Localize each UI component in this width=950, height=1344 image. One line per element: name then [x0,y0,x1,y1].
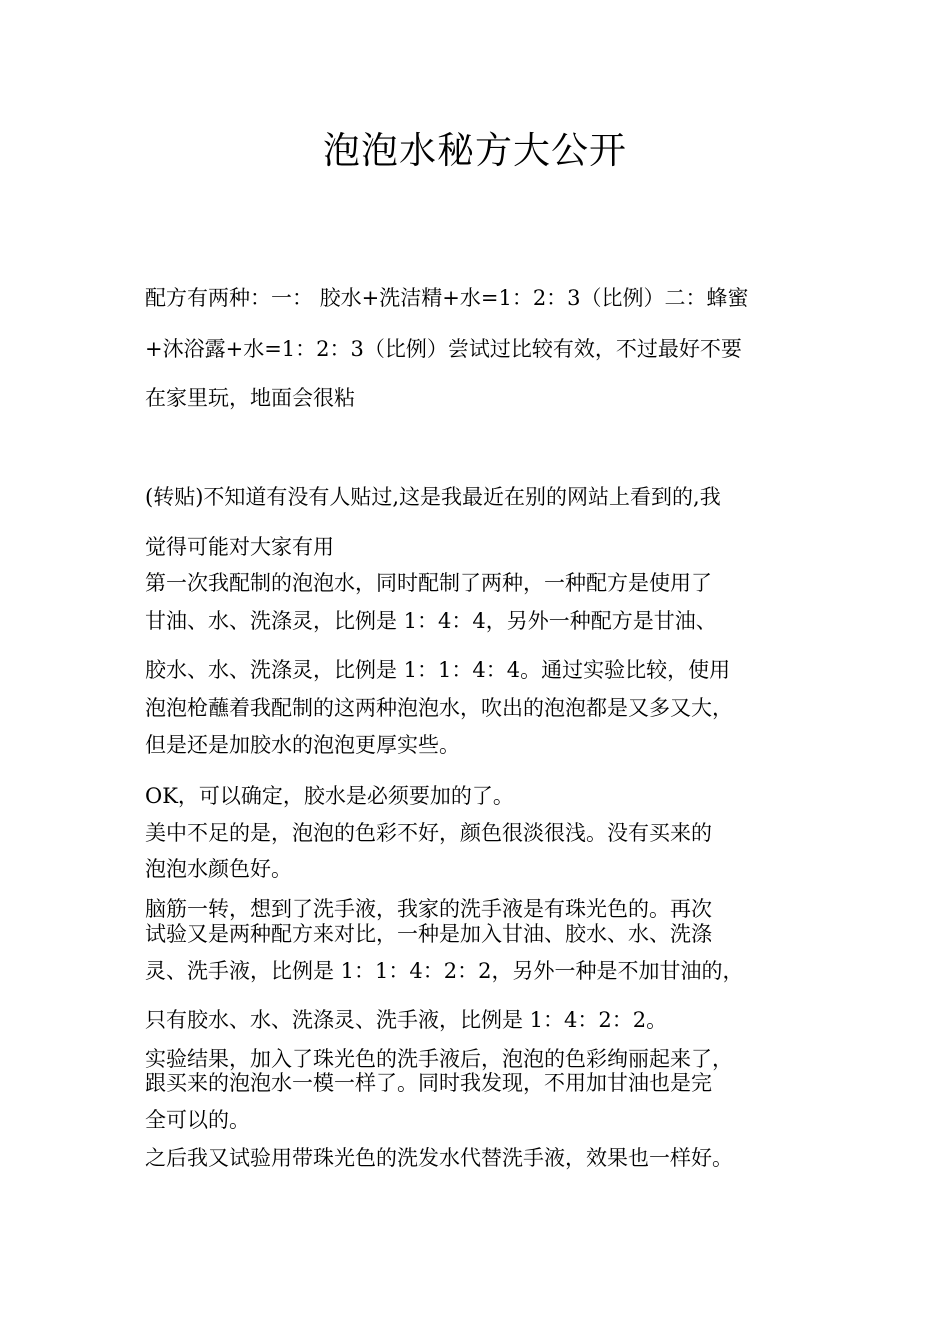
paragraph-line: +沐浴露+水=1：2：3（比例）尝试过比较有效，不过最好不要 [145,337,742,361]
paragraph-line: 泡泡水颜色好。 [145,857,292,881]
paragraph-line: 在家里玩，地面会很粘 [145,386,355,410]
document-title: 泡泡水秘方大公开 [323,129,627,172]
paragraph-line: 美中不足的是，泡泡的色彩不好，颜色很淡很浅。没有买来的 [145,821,712,845]
paragraph-line: 甘油、水、洗涤灵，比例是 1：4：4，另外一种配方是甘油、 [145,609,717,633]
paragraph-line: 之后我又试验用带珠光色的洗发水代替洗手液，效果也一样好。 [145,1146,733,1170]
paragraph-line: (转贴)不知道有没有人贴过,这是我最近在别的网站上看到的,我 [145,485,721,509]
paragraph-line: 脑筋一转，想到了洗手液，我家的洗手液是有珠光色的。再次 [145,897,712,921]
paragraph-line: 泡泡枪蘸着我配制的这两种泡泡水，吹出的泡泡都是又多又大， [145,696,733,720]
paragraph-line: 但是还是加胶水的泡泡更厚实些。 [145,733,460,757]
paragraph-line: 胶水、水、洗涤灵，比例是 1：1：4：4。通过实验比较，使用 [145,658,731,682]
paragraph-line: 全可以的。 [145,1108,250,1132]
paragraph-line: 实验结果，加入了珠光色的洗手液后，泡泡的色彩绚丽起来了， [145,1047,733,1071]
paragraph-line: OK，可以确定，胶水是必须要加的了。 [145,784,514,808]
paragraph-line: 第一次我配制的泡泡水，同时配制了两种，一种配方是使用了 [145,571,712,595]
paragraph-line: 灵、洗手液，比例是 1：1：4：2：2，另外一种是不加甘油的， [145,959,744,983]
paragraph-line: 配方有两种：一： 胶水+洗洁精+水=1：2：3（比例）二：蜂蜜 [145,286,749,310]
paragraph-line: 觉得可能对大家有用 [145,535,334,559]
paragraph-line: 试验又是两种配方来对比，一种是加入甘油、胶水、水、洗涤 [145,922,712,946]
paragraph-line: 只有胶水、水、洗涤灵、洗手液，比例是 1：4：2：2。 [145,1008,668,1032]
paragraph-line: 跟买来的泡泡水一模一样了。同时我发现，不用加甘油也是完 [145,1071,712,1095]
